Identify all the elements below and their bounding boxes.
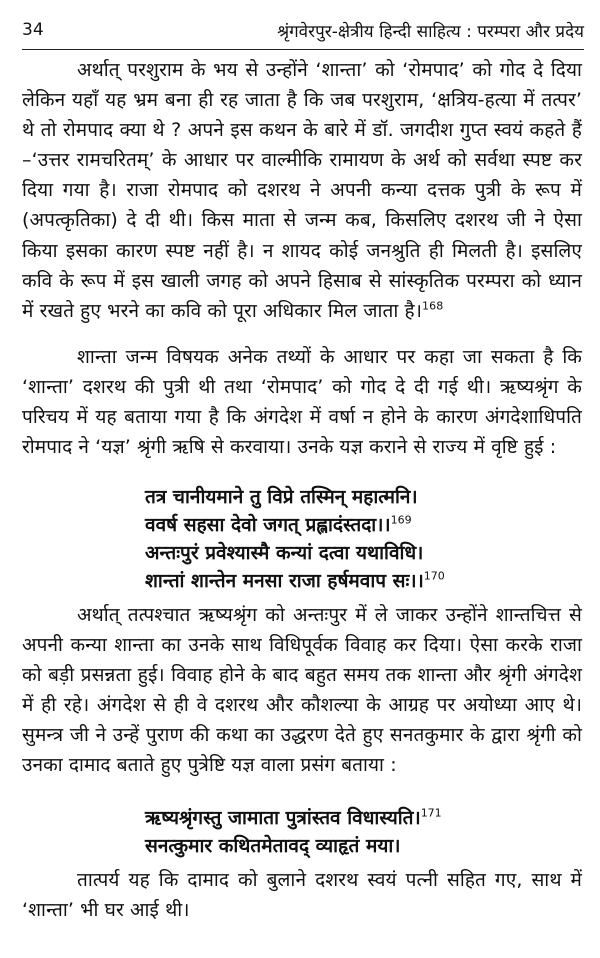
running-title: श्रृंगवेरपुर-क्षेत्रीय हिन्दी साहित्य : परम्परा और प्रदेय xyxy=(277,21,584,42)
paragraph-4 xyxy=(22,865,582,925)
verse-line: ववर्ष सहसा देवो जगत् प्रह्लादंस्तदा।।$^{169}$ xyxy=(145,513,412,536)
paragraph-text: तात्पर्य यह कि दामाद को बुलाने दशरथ स्वयं पत्नी सहित गए, साथ में ‘शान्ता’ भी घर आई थी। xyxy=(22,869,582,922)
page-number: 34 xyxy=(22,20,44,40)
footnote-ref: 168 xyxy=(422,299,444,313)
verse-line: शान्तां शान्तेन मनसा राजा हर्षमवाप सः।।$^{170}$ xyxy=(145,569,445,592)
paragraph-2 xyxy=(22,342,582,462)
paragraph-text: अर्थात् तत्पश्चात ऋष्यश्रृंग को अन्तःपुर में ले जाकर उन्होंने शान्तचित्त से अपनी कन्या शान्ता का उनके साथ विधिपूर्वक विवाह कर दिया। ऐसा करके राजा को बड़ी प्रसन्नता हुई। विवाह होने के बाद बहुत समय तक शान्ता और श्रृंगी अंगदेश में ही रहे। अंगदेश से ही वे दशरथ और कौशल्या के आग्रह पर अयोध्या आए थे। सुमन्त्र जी ने उन्हें पुराण की कथा का उद्धरण देते हुए सनतकुमार के द्वारा श्रृंगी को उनका दामाद बताते हुए पुत्रेष्टि यज्ञ वाला प्रसंग बताया : xyxy=(22,604,582,777)
paragraph-3 xyxy=(22,600,582,781)
page-header xyxy=(22,14,584,46)
footnote-ref: 170 xyxy=(423,569,445,583)
sanskrit-verse-2 xyxy=(145,804,442,860)
verse-line: ऋष्यश्रृंगस्तु जामाता पुत्रांस्तव विधास्यति।$^{171}$ xyxy=(145,806,442,829)
paragraph-1 xyxy=(22,55,582,326)
footnote-ref: 169 xyxy=(390,513,412,527)
footnote-ref: 171 xyxy=(420,806,442,820)
header-divider xyxy=(22,49,584,50)
verse-line: तत्र चानीयमाने तु विप्रे तस्मिन् महात्मनि। xyxy=(145,486,418,508)
paragraph-text: अर्थात् परशुराम के भय से उन्होंने ‘शान्ता’ को ‘रोमपाद’ को गोद दे दिया लेकिन यहाँ यह भ्रम बना ही रह जाता है कि जब परशुराम, ‘क्षत्रिय-हत्या में तत्पर’ थे तो रोमपाद क्या थे ? अपने इस कथन के बारे में डॉ. जगदीश गुप्त स्वयं कहते हैं –‘उत्तर रामचरितम्’ के आधार पर वाल्मीकि रामायण के अर्थ को सर्वथा स्पष्ट कर दिया गया है। राजा रोमपाद को दशरथ ने अपनी कन्या दत्तक पुत्री के रूप में (अपत्कृतिका) दे दी थी। किस माता से जन्म कब, किसलिए दशरथ जी ने ऐसा किया इसका कारण स्पष्ट नहीं है। न शायद कोई जनश्रुति ही मिलती है। इसलिए कवि के रूप में इस खाली जगह को अपने हिसाब से सांस्कृतिक परम्परा को ध्यान में रखते हुए भरने का कवि को पूरा अधिकार मिल जाता है। xyxy=(22,59,582,322)
paragraph-text: शान्ता जन्म विषयक अनेक तथ्यों के आधार पर कहा जा सकता है कि ‘शान्ता’ दशरथ की पुत्री थी तथा ‘रोमपाद’ को गोद दे दी गई थी। ऋष्यश्रृंग के परिचय में यह बताया गया है कि अंगदेश में वर्षा न होने के कारण अंगदेशाधिपति रोमपाद ने ‘यज्ञ’ श्रृंगी ऋषि से करवाया। उनके यज्ञ कराने से राज्य में वृष्टि हुई : xyxy=(22,346,582,459)
verse-line: अन्तःपुरं प्रवेश्यास्मै कन्यां दत्वा यथाविधि। xyxy=(145,542,424,564)
verse-line: सनत्कुमार कथितमेतावद् व्याहृतं मया। xyxy=(145,835,401,857)
sanskrit-verse-1 xyxy=(145,483,445,595)
